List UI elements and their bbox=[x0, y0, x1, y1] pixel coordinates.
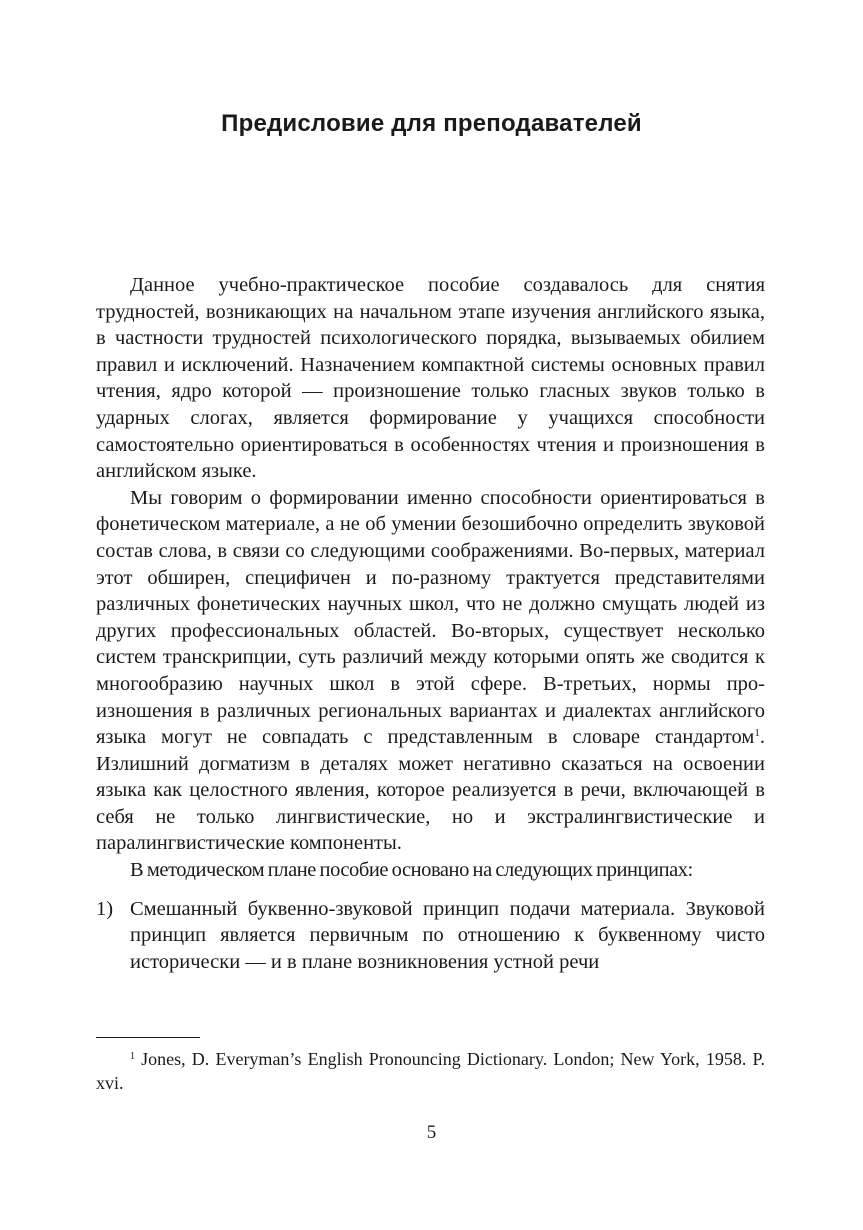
footnote-reference: 1 bbox=[754, 727, 760, 740]
footnote-divider bbox=[96, 1037, 200, 1038]
footnote-text: Jones, D. Everyman’s English Pronouncing Dictionary. London; New York, 1958. P. xvi. bbox=[96, 1049, 765, 1093]
paragraph-3: В методическом плане пособие основано на следующих принципах: bbox=[130, 859, 693, 882]
body-text bbox=[96, 272, 765, 975]
footnote-marker: 1 bbox=[130, 1051, 135, 1062]
footnote bbox=[96, 1047, 765, 1095]
paragraph-2-tail: . Излишний догматизм в деталях может негативно сказаться на освоении языка как целостного явления, которое реализуется в речи, включающей в себя не только лингвистические, но и экстралингвистические и паралингвистические компоненты. bbox=[96, 726, 765, 855]
page-title: Предисловие для преподавателей bbox=[221, 110, 642, 137]
page-number: 5 bbox=[426, 1122, 437, 1143]
paragraph-2-main: Мы говорим о формировании именно способности ориентироваться в фонетическом материале, а не об умении безошибочно определить звуковой состав слова, в связи со следующими соображениями. Во-первых, материал этот обширен, специфичен и по-разному трактуется представителями различных фонетических научных школ, что не должно смущать людей из других профессиональных областей. Во-вторых, существует несколько систем транскрипции, суть различий между которыми опять же сводится к многообразию научных школ в этой сфере. В-третьих, нормы произношения в различных региональных вариантах и диалектах английского языка могут не совпадать с представленным в словаре стандартом bbox=[96, 486, 765, 749]
list-item-text: Смешанный буквенно-звуковой принцип подачи материала. Звуковой принцип является первичным по отношению к буквенному чисто исторически — и в плане возникновения устной речи bbox=[130, 897, 765, 973]
list-item bbox=[96, 896, 765, 976]
paragraph-2 bbox=[96, 485, 765, 857]
list-item-number: 1) bbox=[96, 897, 114, 920]
paragraph-1: Данное учебно-практическое пособие создавалось для снятия трудностей, возникающих на начальном этапе изучения английского языка, в частности трудностей психологического порядка, вызываемых обилием правил и исключений. Назначением компактной системы основных правил чтения, ядро которой — произношение только гласных звуков только в ударных слогах, является формирование у учащихся способности самостоятельно ориентироваться в особенностях чтения и произношения в английском языке. bbox=[96, 274, 765, 483]
